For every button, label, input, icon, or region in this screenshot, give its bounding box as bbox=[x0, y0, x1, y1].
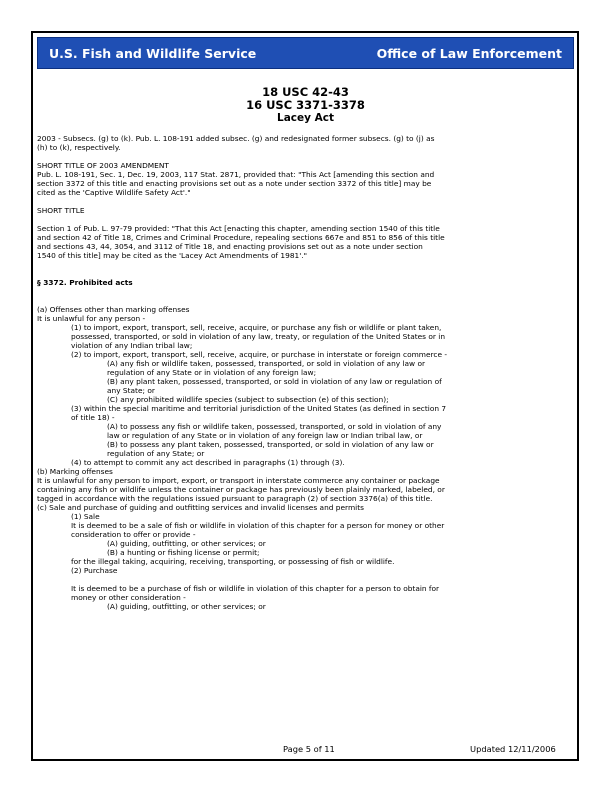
body-line: (1) Sale bbox=[71, 512, 100, 521]
updated-date: Updated 12/11/2006 bbox=[470, 744, 556, 754]
body-line bbox=[37, 575, 569, 584]
page-number: Page 5 of 11 bbox=[283, 744, 335, 754]
body-line: (B) to possess any plant taken, possessed, transported, or sold in violation of any law or bbox=[107, 440, 434, 449]
body-line: section 3372 of this title and enacting provisions set out as a note under section 3372 of this title] may be bbox=[37, 179, 432, 188]
body-line: It is deemed to be a sale of fish or wildlife in violation of this chapter for a person for money or other bbox=[71, 521, 445, 530]
body-line: for the illegal taking, acquiring, receiving, transporting, or possessing of fish or wildlife. bbox=[71, 557, 395, 566]
body-line: (3) within the special maritime and territorial jurisdiction of the United States (as defined in section 7 bbox=[71, 404, 447, 413]
body-line: cited as the 'Captive Wildlife Safety Act'." bbox=[37, 188, 191, 197]
body-line: possessed, transported, or sold in violation of any law, treaty, or regulation of the United States or in bbox=[71, 332, 446, 341]
body-line: consideration to offer or provide - bbox=[71, 530, 196, 539]
body-line bbox=[37, 215, 569, 224]
body-line: (c) Sale and purchase of guiding and outfitting services and invalid licenses and permits bbox=[37, 503, 364, 512]
body-line: regulation of any State; or bbox=[107, 449, 205, 458]
body-line: (2) Purchase bbox=[71, 566, 118, 575]
body-line: SHORT TITLE bbox=[37, 206, 85, 215]
body-line: (b) Marking offenses bbox=[37, 467, 113, 476]
body-line: 2003 - Subsecs. (g) to (k). Pub. L. 108-191 added subsec. (g) and redesignated former subsecs. (g) to (j) as bbox=[37, 134, 435, 143]
document-title bbox=[37, 86, 574, 125]
body-line: (h) to (k), respectively. bbox=[37, 143, 121, 152]
title-line-1: 18 USC 42-43 bbox=[262, 85, 349, 99]
body-line: Section 1 of Pub. L. 97-79 provided: "That this Act [enacting this chapter, amending section 1540 of this title bbox=[37, 224, 440, 233]
body-line: of title 18) - bbox=[71, 413, 115, 422]
body-line bbox=[37, 152, 569, 161]
body-line: (B) a hunting or fishing license or permit; bbox=[107, 548, 260, 557]
body-line: 1540 of this title] may be cited as the 'Lacey Act Amendments of 1981'." bbox=[37, 251, 308, 260]
body-line: It is unlawful for any person - bbox=[37, 314, 146, 323]
body-line: law or regulation of any State or in violation of any foreign law or Indian tribal law, or bbox=[107, 431, 423, 440]
body-line: (A) guiding, outfitting, or other services; or bbox=[107, 602, 266, 611]
body-line: (a) Offenses other than marking offenses bbox=[37, 305, 190, 314]
title-line-3: Lacey Act bbox=[277, 112, 334, 124]
body-line: containing any fish or wildlife unless the container or package has previously been plainly marked, labeled, or bbox=[37, 485, 445, 494]
body-line bbox=[37, 269, 569, 278]
document-body bbox=[37, 134, 569, 611]
body-line: tagged in accordance with the regulations issued pursuant to paragraph (2) of section 3376(a) of this title. bbox=[37, 494, 433, 503]
body-line: money or other consideration - bbox=[71, 593, 186, 602]
body-line bbox=[37, 296, 569, 305]
body-line: (A) to possess any fish or wildlife taken, possessed, transported, or sold in violation of any bbox=[107, 422, 442, 431]
body-line: (A) any fish or wildlife taken, possessed, transported, or sold in violation of any law or bbox=[107, 359, 426, 368]
body-line: SHORT TITLE OF 2003 AMENDMENT bbox=[37, 161, 169, 170]
body-line: It is unlawful for any person to import, export, or transport in interstate commerce any container or package bbox=[37, 476, 440, 485]
agency-name: U.S. Fish and Wildlife Service bbox=[49, 45, 257, 61]
body-line: and sections 43, 44, 3054, and 3112 of Title 18, and enacting provisions set out as a note under section bbox=[37, 242, 423, 251]
body-line: (B) any plant taken, possessed, transported, or sold in violation of any law or regulation of bbox=[107, 377, 442, 386]
body-line: (A) guiding, outfitting, or other services; or bbox=[107, 539, 266, 548]
body-line: § 3372. Prohibited acts bbox=[37, 278, 133, 287]
body-line: and section 42 of Title 18, Crimes and Criminal Procedure, repealing sections 667e and 851 to 856 of this title bbox=[37, 233, 445, 242]
body-line: It is deemed to be a purchase of fish or wildlife in violation of this chapter for a person to obtain for bbox=[71, 584, 440, 593]
body-line: (1) to import, export, transport, sell, receive, acquire, or purchase any fish or wildlife or plant taken, bbox=[71, 323, 442, 332]
body-line bbox=[37, 287, 569, 296]
body-line bbox=[37, 260, 569, 269]
body-line: any State; or bbox=[107, 386, 155, 395]
body-line: (4) to attempt to commit any act described in paragraphs (1) through (3). bbox=[71, 458, 345, 467]
office-name: Office of Law Enforcement bbox=[376, 45, 562, 61]
body-line: (2) to import, export, transport, sell, receive, acquire, or purchase in interstate or foreign commerce - bbox=[71, 350, 448, 359]
body-line: violation of any Indian tribal law; bbox=[71, 341, 193, 350]
body-line: Pub. L. 108-191, Sec. 1, Dec. 19, 2003, 117 Stat. 2871, provided that: "This Act [amending this section and bbox=[37, 170, 435, 179]
body-line: (C) any prohibited wildlife species (subject to subsection (e) of this section); bbox=[107, 395, 389, 404]
body-line: regulation of any State or in violation of any foreign law; bbox=[107, 368, 317, 377]
title-line-2: 16 USC 3371-3378 bbox=[246, 98, 365, 112]
body-line bbox=[37, 197, 569, 206]
header-bar bbox=[37, 37, 574, 69]
